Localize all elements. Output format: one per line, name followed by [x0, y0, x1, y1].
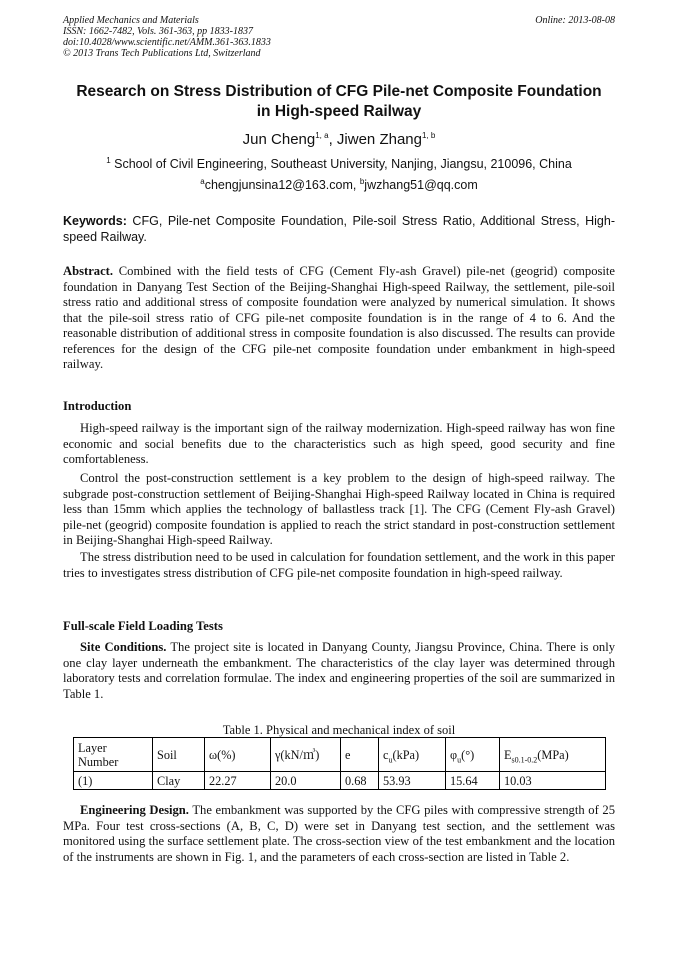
cell-layer-number: (1) — [74, 772, 153, 790]
es-unit: (MPa) — [537, 747, 569, 762]
header-friction-angle — [446, 738, 500, 772]
site-conditions-paragraph — [63, 640, 615, 702]
site-conditions-text: The project site is located in Danyang County, Jiangsu Province, China. There is only one clay layer underneath the embankment. The characteristics of the clay layer was determined through laboratory tests and correlation formulae. The index and engineering properties of the soil are summarized in Table 1. — [63, 640, 615, 701]
author-2-name: Jiwen Zhang — [336, 131, 422, 148]
title-line-2: in High-speed Railway — [256, 103, 422, 120]
introduction-paragraph-1: High-speed railway is the important sign of the railway modernization. High-speed railway has won fine economic and social benefits due to the characteristics such as high speed, good security and fine comfortableness. — [63, 421, 615, 466]
keywords-label: Keywords: — [63, 214, 127, 228]
email-a: chengjunsina12@163.com, — [204, 178, 360, 192]
table-header-row — [74, 738, 606, 772]
abstract-label: Abstract. — [63, 264, 114, 278]
author-emails — [63, 178, 615, 193]
issn-line: ISSN: 1662-7482, Vols. 361-363, pp 1833-1837 — [63, 26, 253, 37]
cell-unit-weight: 20.0 — [271, 772, 341, 790]
cell-soil: Clay — [153, 772, 205, 790]
table-row — [74, 772, 606, 790]
introduction-heading: Introduction — [63, 399, 132, 413]
cell-water-content: 22.27 — [205, 772, 271, 790]
soil-properties-table — [73, 737, 606, 790]
publication-info — [63, 15, 615, 59]
engineering-design-text: The embankment was supported by the CFG piles with compressive strength of 25 MPa. Four test cross-sections (A, B, C, D) were set in Danyang test section, and the settlement was monitored using the surface settlement plate. The cross-section view of the test embankment and the location of the instruments are shown in Fig. 1, and the parameters of each cross-section are listed in Table 2. — [63, 803, 615, 864]
engineering-design-paragraph — [63, 803, 615, 865]
abstract — [63, 264, 615, 373]
doi-line: doi:10.4028/www.scientific.net/AMM.361-363.1833 — [63, 37, 271, 48]
introduction-paragraph-2: Control the post-construction settlement is a key problem to the design of high-speed railway. The subgrade post-construction settlement of Beijing-Shanghai High-speed Railway located in China is required less than 15mm which applies the technology of ballastless track [1]. The CFG (Cement Fly-ash Gravel) pile-net (geogrid) composite foundation is applied to reach the strict standard in post-construction settlement in Beijing-Shanghai High-speed Railway. — [63, 471, 615, 547]
phi-subscript: u — [457, 754, 462, 764]
copyright-line: © 2013 Trans Tech Publications Ltd, Switzerland — [63, 48, 261, 59]
email-a-sup: a — [200, 176, 205, 186]
affiliation-sup: 1 — [106, 155, 111, 165]
cell-cohesion: 53.93 — [379, 772, 446, 790]
author-1-name: Jun Cheng — [242, 131, 316, 148]
cell-void-ratio: 0.68 — [341, 772, 379, 790]
email-b: jwzhang51@qq.com — [364, 178, 478, 192]
header-compression-modulus — [500, 738, 606, 772]
affiliation — [63, 157, 615, 172]
header-water-content: ω(%) — [205, 738, 271, 772]
introduction-paragraph-3: The stress distribution need to be used in calculation for foundation settlement, and the work in this paper tries to investigates stress distribution of CFG pile-net composite foundation in high-speed railway. — [63, 550, 615, 580]
affiliation-text: School of Civil Engineering, Southeast University, Nanjing, Jiangsu, 210096, China — [110, 157, 572, 171]
cu-symbol: c — [383, 747, 389, 762]
keywords — [63, 213, 615, 245]
title-line-1: Research on Stress Distribution of CFG Pile-net Composite Foundation — [76, 83, 602, 100]
journal-name: Applied Mechanics and Materials — [63, 15, 199, 26]
header-unit-weight: γ(kN/㎥) — [271, 738, 341, 772]
phi-symbol: φ — [450, 747, 458, 762]
cu-subscript: u — [388, 754, 393, 764]
author-separator: , — [328, 131, 337, 148]
author-list — [63, 131, 615, 149]
author-2-sup: 1, b — [421, 131, 436, 140]
site-conditions-label: Site Conditions. — [80, 640, 167, 654]
header-layer-number: Layer Number — [74, 738, 153, 772]
cu-unit: (kPa) — [392, 747, 420, 762]
paper-title — [63, 82, 615, 122]
cell-compression-modulus: 10.03 — [500, 772, 606, 790]
keywords-text: CFG, Pile-net Composite Foundation, Pile-soil Stress Ratio, Additional Stress, High-speed Railway. — [63, 214, 615, 244]
table-1-caption: Table 1. Physical and mechanical index of soil — [222, 723, 456, 737]
cell-friction-angle: 15.64 — [446, 772, 500, 790]
email-b-sup: b — [359, 176, 365, 186]
author-1-sup: 1, a — [315, 131, 329, 140]
header-cohesion — [379, 738, 446, 772]
es-symbol: E — [504, 747, 512, 762]
online-date: Online: 2013-08-08 — [535, 15, 615, 26]
header-void-ratio: e — [341, 738, 379, 772]
engineering-design-label: Engineering Design. — [80, 803, 189, 817]
phi-unit: (°) — [461, 747, 475, 762]
abstract-text: Combined with the field tests of CFG (Cement Fly-ash Gravel) pile-net (geogrid) composite foundation in Danyang Test Section of the Beijing-Shanghai High-speed Railway, the settlement, pile-soil stress ratio and additional stress of composite foundation were analyzed by numerical simulation. It shows that the pile-soil stress ratio of CFG pile-net composite foundation is in the range of 4 to 6. And the reasonable distribution of additional stress in composite foundation is also discussed. The results can provide references for the design of the CFG pile-net composite foundation under embankment in high-speed railway. — [63, 264, 615, 371]
field-tests-heading: Full-scale Field Loading Tests — [63, 619, 223, 633]
es-subscript: s0.1-0.2 — [511, 754, 538, 764]
header-soil: Soil — [153, 738, 205, 772]
